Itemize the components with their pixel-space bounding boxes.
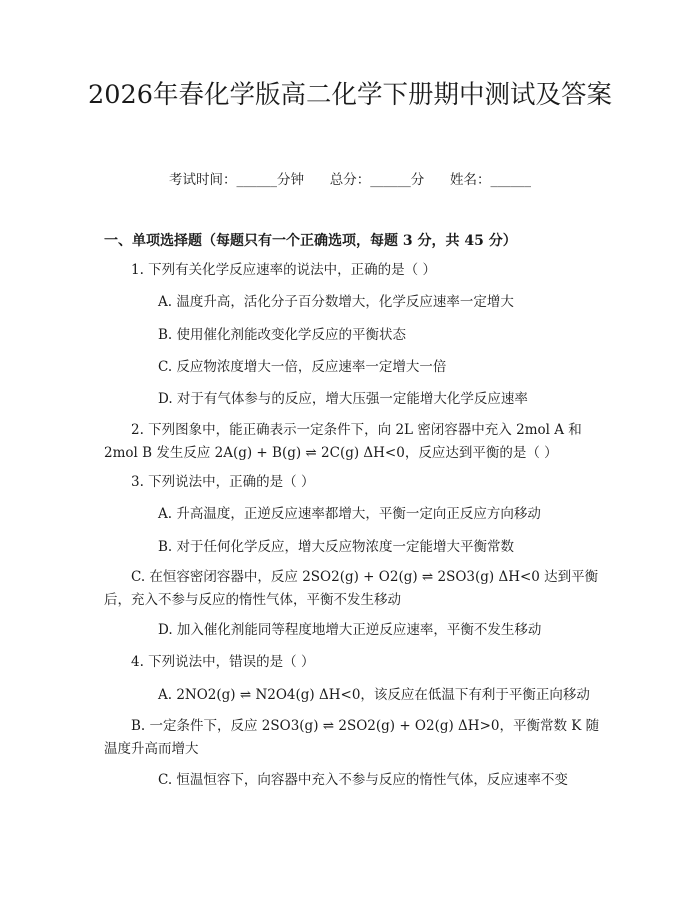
- q4-option-a: A. 2NO2(g) ⇌ N2O4(g) ΔH<0，该反应在低温下有利于平衡正向移动: [158, 687, 590, 703]
- q3-option-c: C. 在恒容密闭容器中，反应 2SO2(g) + O2(g) ⇌ 2SO3(g) ΔH<0 达到平衡后，充入不参与反应的惰性气体，平衡不发生移动: [104, 569, 599, 608]
- page-title: 2026年春化学版高二化学下册期中测试及答案: [88, 80, 612, 110]
- q1-option-b: B. 使用催化剂能改变化学反应的平衡状态: [158, 327, 407, 343]
- q4-option-c: C. 恒温恒容下，向容器中充入不参与反应的惰性气体，反应速率不变: [158, 772, 568, 788]
- q1-option-d: D. 对于有气体参与的反应，增大压强一定能增大化学反应速率: [158, 391, 528, 407]
- q1-option-c: C. 反应物浓度增大一倍，反应速率一定增大一倍: [158, 359, 447, 375]
- q3-option-a: A. 升高温度，正逆反应速率都增大，平衡一定向正反应方向移动: [158, 506, 541, 522]
- q1-option-a: A. 温度升高，活化分子百分数增大，化学反应速率一定增大: [158, 294, 514, 310]
- question-1: 1. 下列有关化学反应速率的说法中，正确的是（ ）: [131, 262, 436, 278]
- question-2: 2. 下列图象中，能正确表示一定条件下，向 2L 密闭容器中充入 2mol A 和 2mol B 发生反应 2A(g) + B(g) ⇌ 2C(g) ΔH<0，反应达到平衡的是（ ）: [104, 422, 582, 461]
- exam-info-line: 考试时间：______分钟 总分：______分 姓名：______: [169, 172, 531, 188]
- question-3: 3. 下列说法中，正确的是（ ）: [131, 474, 315, 490]
- q4-option-b: B. 一定条件下，反应 2SO3(g) ⇌ 2SO2(g) + O2(g) ΔH>0，平衡常数 K 随温度升高而增大: [104, 718, 600, 757]
- question-4: 4. 下列说法中，错误的是（ ）: [131, 654, 315, 670]
- q3-option-d: D. 加入催化剂能同等程度地增大正逆反应速率，平衡不发生移动: [158, 622, 542, 638]
- q3-option-b: B. 对于任何化学反应，增大反应物浓度一定能增大平衡常数: [158, 539, 515, 555]
- section-heading: 一、单项选择题（每题只有一个正确选项，每题 3 分，共 45 分）: [104, 233, 517, 249]
